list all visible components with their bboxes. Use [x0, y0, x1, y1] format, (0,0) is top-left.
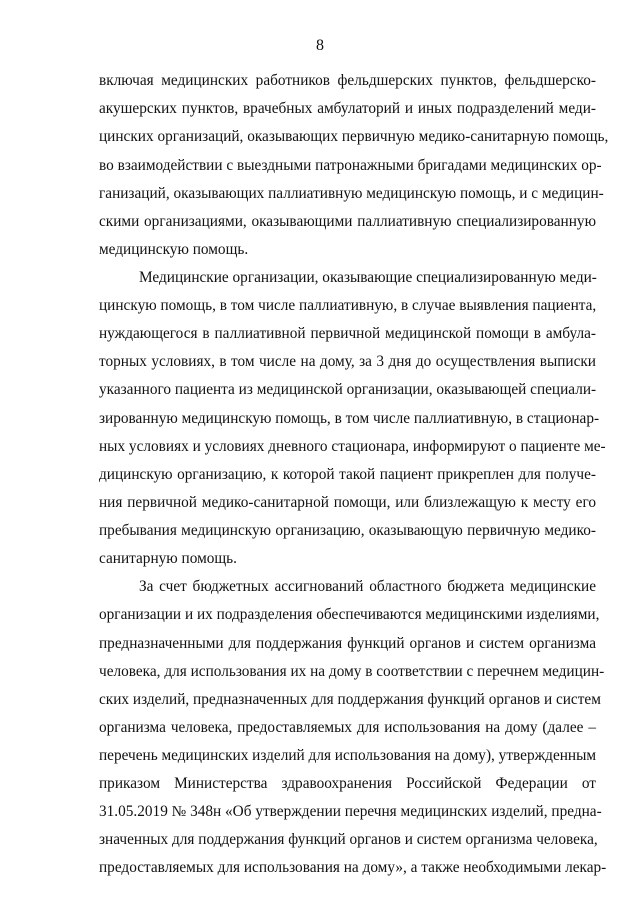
paragraph-2-line-10: пребывания медицинскую организацию, оказывающую первичную медико-	[99, 522, 596, 539]
paragraph-2-line-7: ных условиях и условиях дневного стационара, информируют о пациенте ме-	[99, 438, 606, 455]
paragraph-3-line-10: значенных для поддержания функций органов и систем организма человека,	[99, 831, 598, 848]
paragraph-3-line-1: За счет бюджетных ассигнований областного бюджета медицинские	[139, 578, 596, 595]
paragraph-3-line-6: организма человека, предоставляемых для использования на дому (далее –	[99, 719, 596, 736]
paragraph-1-line-3: цинских организаций, оказывающих первичную медико-санитарную помощь,	[99, 128, 609, 145]
paragraph-2-line-2: цинскую помощь, в том числе паллиативную, в случае выявления пациента,	[99, 297, 597, 314]
page-number: 8	[316, 37, 324, 54]
paragraph-2-line-1: Медицинские организации, оказывающие специализированную меди-	[139, 269, 597, 286]
paragraph-1-line-5: ганизаций, оказывающих паллиативную медицинскую помощь, и с медицин-	[99, 185, 604, 202]
paragraph-2-line-9: ния первичной медико-санитарной помощи, или близлежащую к месту его	[99, 494, 596, 511]
paragraph-3-line-4: человека, для использования их на дому в соответствии с перечнем медицин-	[99, 663, 605, 680]
paragraph-3-line-9: 31.05.2019 № 348н «Об утверждении перечня медицинских изделий, предна-	[99, 803, 602, 820]
paragraph-2-line-3: нуждающегося в паллиативной первичной медицинской помощи в амбула-	[99, 325, 596, 342]
paragraph-1-line-1: включая медицинских работников фельдшерских пунктов, фельдшерско-	[99, 72, 596, 89]
paragraph-1-line-6: скими организациями, оказывающими паллиативную специализированную	[99, 213, 596, 230]
paragraph-1-line-4: во взаимодействии с выездными патронажными бригадами медицинских ор-	[99, 157, 602, 174]
paragraph-3-line-3: предназначенными для поддержания функций органов и систем организма	[99, 635, 596, 652]
paragraph-2-line-8: дицинскую организацию, к которой такой пациент прикреплен для получе-	[99, 466, 596, 483]
paragraph-3-line-7: перечень медицинских изделий для использования на дому), утвержденным	[99, 747, 597, 764]
paragraph-2-line-6: зированную медицинскую помощь, в том числе паллиативную, в стационар-	[99, 410, 600, 427]
paragraph-1-line-7: медицинскую помощь.	[99, 241, 249, 258]
paragraph-1-line-2: акушерских пунктов, врачебных амбулаторий и иных подразделений меди-	[99, 100, 596, 117]
paragraph-2-line-4: торных условиях, в том числе на дому, за 3 дня до осуществления выписки	[99, 353, 596, 370]
paragraph-3-line-2: организации и их подразделения обеспечиваются медицинскими изделиями,	[99, 606, 600, 623]
paragraph-3-line-8: приказом Министерства здравоохранения Российской Федерации от	[99, 775, 596, 792]
paragraph-2-line-5: указанного пациента из медицинской организации, оказывающей специали-	[99, 381, 597, 398]
paragraph-3-line-11: предоставляемых для использования на дому», а также необходимыми лекар-	[99, 859, 607, 876]
paragraph-2-line-11: санитарную помощь.	[99, 550, 237, 567]
paragraph-3-line-5: ских изделий, предназначенных для поддержания функций органов и систем	[99, 691, 601, 708]
